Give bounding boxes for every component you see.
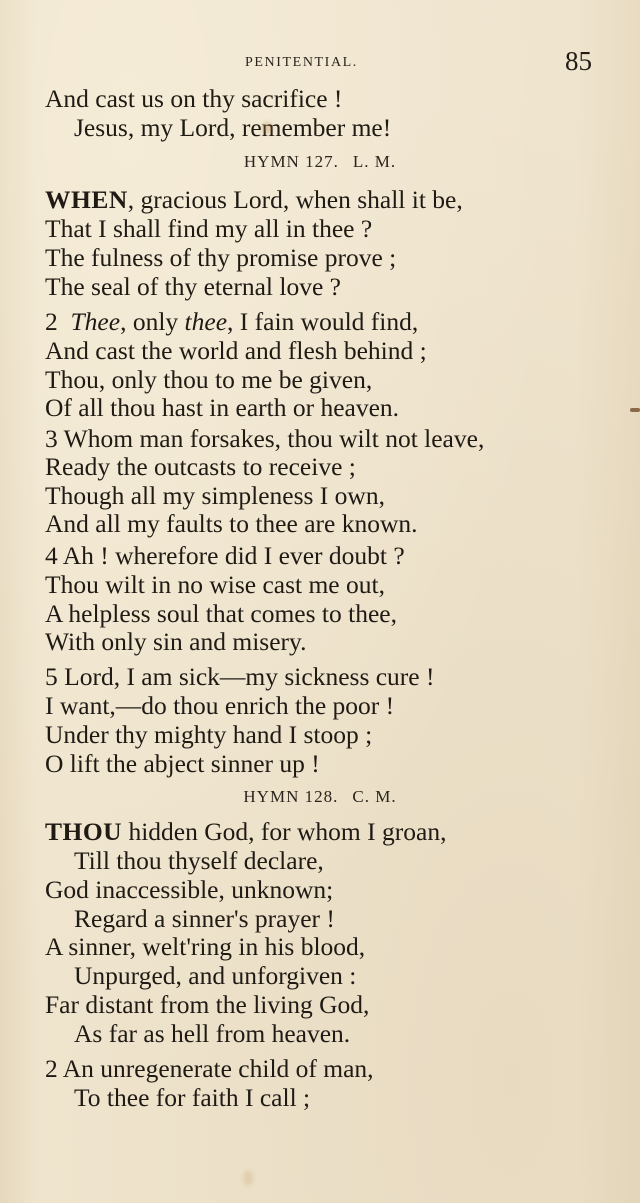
paper-stain (262, 122, 272, 134)
hymn-number: HYMN 127. (243, 152, 339, 171)
verse-line: The fulness of thy promise prove ; (45, 243, 397, 272)
verse-line-stanza-3: 3 Whom man forsakes, thou wilt not leave, (45, 424, 485, 453)
verse-line: God inaccessible, unknown; (45, 875, 334, 904)
hymn-meter: L. M. (352, 152, 397, 171)
hymn-meter: C. M. (352, 787, 397, 806)
carryover-line: Jesus, my Lord, remember me! (74, 113, 392, 142)
verse-line-stanza-5: 5 Lord, I am sick—my sickness cure ! (45, 662, 435, 691)
hymn-number: HYMN 128. (243, 787, 339, 806)
verse-line-stanza-4: 4 Ah ! wherefore did I ever doubt ? (45, 541, 405, 570)
running-title: PENITENTIAL. (245, 55, 358, 70)
lead-word: THOU (45, 817, 123, 846)
verse-line: Though all my simpleness I own, (45, 481, 385, 510)
verse-line-stanza-2: 2 Thee, only thee, I fain would find, (45, 307, 419, 336)
verse-line: Under thy mighty hand I stoop ; (45, 720, 373, 749)
page-number: 85 (565, 46, 592, 76)
page-edge-mark (630, 408, 640, 412)
lead-word: WHEN (45, 185, 128, 214)
verse-line: THOU hidden God, for whom I groan, (45, 817, 447, 846)
paper-stain (243, 1170, 253, 1186)
verse-line: That I shall find my all in thee ? (45, 214, 373, 243)
verse-line: Ready the outcasts to receive ; (45, 452, 356, 481)
verse-line: Unpurged, and unforgiven : (74, 961, 357, 990)
verse-line: Of all thou hast in earth or heaven. (45, 393, 400, 422)
verse-line: I want,—do thou enrich the poor ! (45, 691, 395, 720)
running-head (0, 46, 640, 76)
verse-line: Thou wilt in no wise cast me out, (45, 570, 385, 599)
verse-line: Regard a sinner's prayer ! (74, 904, 335, 933)
verse-line: O lift the abject sinner up ! (45, 749, 320, 778)
verse-line: Far distant from the living God, (45, 990, 370, 1019)
carryover-line: And cast us on thy sacrifice ! (45, 84, 343, 113)
verse-line: And cast the world and flesh behind ; (45, 336, 427, 365)
verse-line: To thee for faith I call ; (74, 1083, 311, 1112)
verse-line: A helpless soul that comes to thee, (45, 599, 397, 628)
verse-line: With only sin and misery. (45, 627, 307, 656)
verse-line: Till thou thyself declare, (74, 846, 324, 875)
verse-line: And all my faults to thee are known. (45, 509, 418, 538)
verse-line: As far as hell from heaven. (74, 1019, 351, 1048)
hymn-heading (0, 152, 640, 172)
verse-line: A sinner, welt'ring in his blood, (45, 932, 366, 961)
verse-line-stanza-2: 2 An unregenerate child of man, (45, 1054, 374, 1083)
verse-line: The seal of thy eternal love ? (45, 272, 341, 301)
hymn-heading (0, 787, 640, 807)
verse-line: Thou, only thou to me be given, (45, 365, 373, 394)
verse-line: WHEN, gracious Lord, when shall it be, (45, 185, 463, 214)
